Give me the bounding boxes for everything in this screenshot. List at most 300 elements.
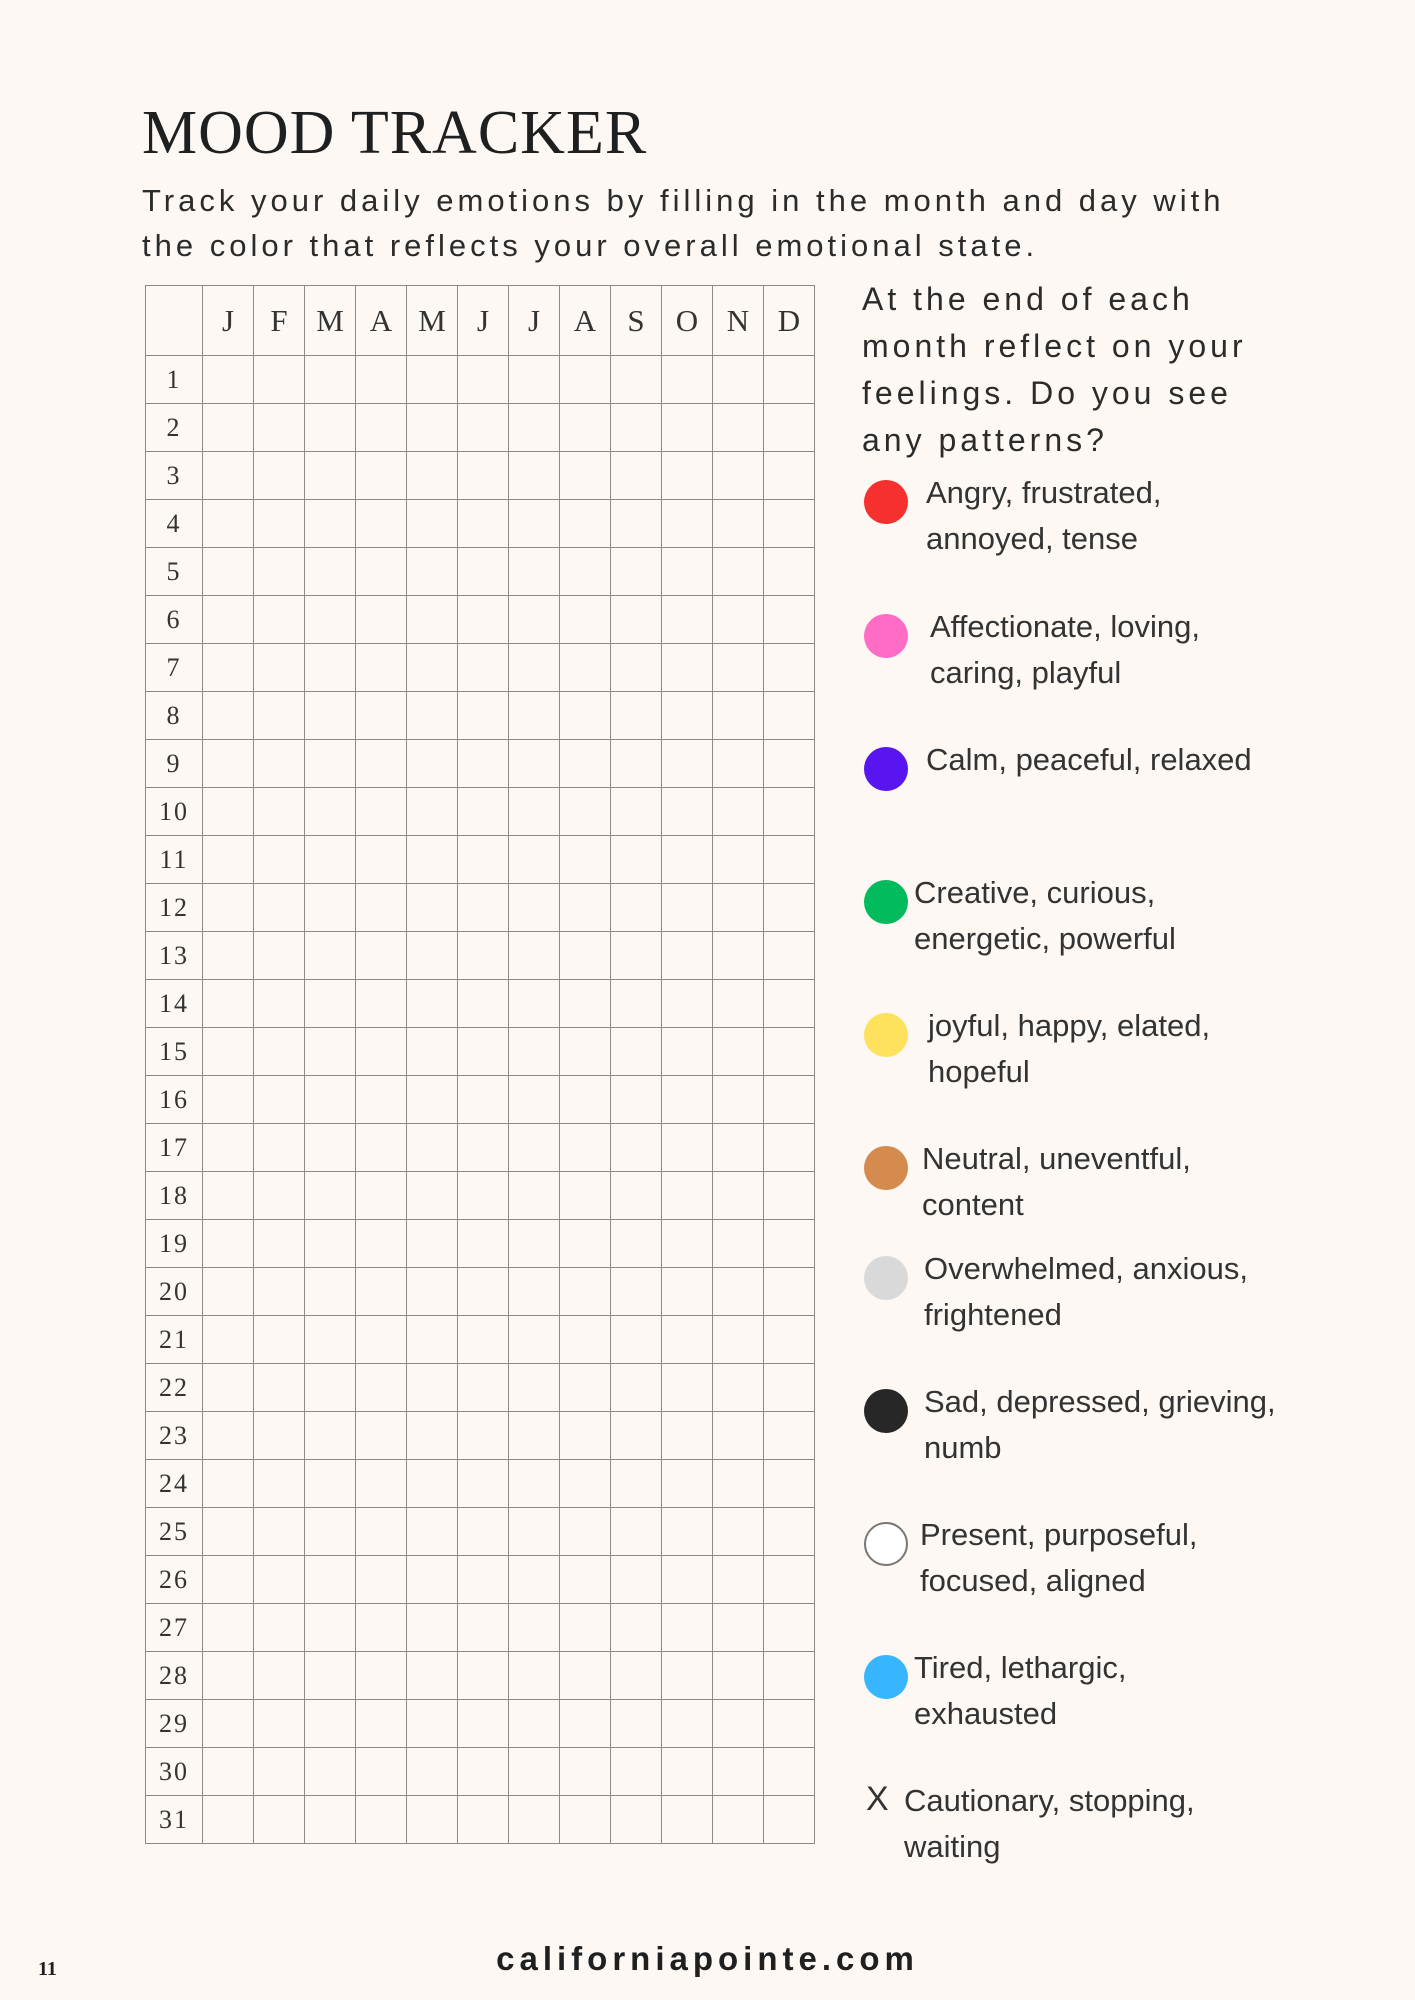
- black-circle-icon: [864, 1389, 908, 1433]
- mood-cell: [764, 980, 815, 1028]
- mood-cell: [305, 884, 356, 932]
- mood-cell: [407, 644, 458, 692]
- day-row: [146, 980, 815, 1028]
- mood-cell: [509, 644, 560, 692]
- mood-cell: [662, 1412, 713, 1460]
- mood-cell: [713, 884, 764, 932]
- mood-cell: [764, 1172, 815, 1220]
- mood-cell: [356, 1460, 407, 1508]
- mood-cell: [611, 1172, 662, 1220]
- mood-cell: [458, 1316, 509, 1364]
- mood-cell: [509, 836, 560, 884]
- mood-cell: [509, 1028, 560, 1076]
- mood-cell: [254, 1700, 305, 1748]
- blue-circle-icon: [864, 1655, 908, 1699]
- mood-cell: [407, 1412, 458, 1460]
- mood-cell: [611, 1412, 662, 1460]
- mood-cell: [560, 932, 611, 980]
- mood-cell: [356, 500, 407, 548]
- day-label: 7: [146, 644, 203, 692]
- mood-cell: [254, 788, 305, 836]
- mood-cell: [356, 1028, 407, 1076]
- mood-cell: [305, 1796, 356, 1844]
- purple-circle-icon: [864, 747, 908, 791]
- mood-cell: [356, 1748, 407, 1796]
- mood-cell: [662, 644, 713, 692]
- mood-cell: [560, 500, 611, 548]
- mood-cell: [713, 1652, 764, 1700]
- day-label: 30: [146, 1748, 203, 1796]
- mood-cell: [407, 1508, 458, 1556]
- legend-label: Creative, curious, energetic, powerful: [914, 875, 1176, 956]
- day-label: 5: [146, 548, 203, 596]
- mood-cell: [203, 1652, 254, 1700]
- legend-label: Angry, frustrated, annoyed, tense: [926, 475, 1162, 556]
- month-header: J: [509, 286, 560, 356]
- mood-cell: [509, 740, 560, 788]
- mood-cell: [356, 1796, 407, 1844]
- mood-cell: [560, 836, 611, 884]
- mood-cell: [407, 692, 458, 740]
- mood-cell: [356, 596, 407, 644]
- mood-cell: [764, 1076, 815, 1124]
- mood-cell: [407, 1700, 458, 1748]
- mood-cell: [611, 1508, 662, 1556]
- mood-cell: [203, 1076, 254, 1124]
- x-mark-icon: X: [866, 1780, 889, 1818]
- mood-cell: [254, 1412, 305, 1460]
- legend-label: Calm, peaceful, relaxed: [926, 742, 1252, 777]
- day-label: 13: [146, 932, 203, 980]
- mood-cell: [713, 1508, 764, 1556]
- legend-label: Overwhelmed, anxious, frightened: [924, 1251, 1248, 1332]
- day-row: [146, 788, 815, 836]
- mood-cell: [560, 1076, 611, 1124]
- mood-cell: [458, 500, 509, 548]
- mood-cell: [305, 644, 356, 692]
- mood-cell: [356, 1556, 407, 1604]
- mood-cell: [560, 452, 611, 500]
- mood-cell: [662, 1652, 713, 1700]
- mood-cell: [407, 1556, 458, 1604]
- mood-cell: [356, 1316, 407, 1364]
- mood-cell: [458, 404, 509, 452]
- mood-cell: [407, 932, 458, 980]
- day-row: [146, 1076, 815, 1124]
- mood-cell: [713, 836, 764, 884]
- mood-cell: [509, 1172, 560, 1220]
- mood-cell: [356, 1364, 407, 1412]
- mood-cell: [407, 788, 458, 836]
- day-row: [146, 1604, 815, 1652]
- mood-cell: [305, 1460, 356, 1508]
- mood-cell: [560, 980, 611, 1028]
- day-label: 15: [146, 1028, 203, 1076]
- mood-cell: [458, 1460, 509, 1508]
- mood-grid: [145, 285, 815, 1844]
- mood-cell: [305, 548, 356, 596]
- mood-cell: [458, 1076, 509, 1124]
- mood-cell: [764, 1460, 815, 1508]
- mood-cell: [203, 980, 254, 1028]
- mood-cell: [713, 1748, 764, 1796]
- day-label: 10: [146, 788, 203, 836]
- day-row: [146, 884, 815, 932]
- mood-cell: [560, 1604, 611, 1652]
- mood-cell: [305, 1124, 356, 1172]
- month-header: J: [203, 286, 254, 356]
- corner-cell: [146, 286, 203, 356]
- mood-cell: [203, 692, 254, 740]
- day-label: 27: [146, 1604, 203, 1652]
- month-header: O: [662, 286, 713, 356]
- mood-cell: [203, 548, 254, 596]
- mood-cell: [713, 740, 764, 788]
- mood-cell: [611, 452, 662, 500]
- mood-cell: [611, 884, 662, 932]
- mood-cell: [662, 740, 713, 788]
- day-label: 11: [146, 836, 203, 884]
- mood-cell: [254, 1460, 305, 1508]
- pink-circle-icon: [864, 614, 908, 658]
- page-number: 11: [38, 1958, 57, 1980]
- day-label: 23: [146, 1412, 203, 1460]
- mood-cell: [356, 1172, 407, 1220]
- mood-cell: [305, 1748, 356, 1796]
- mood-cell: [458, 1172, 509, 1220]
- mood-cell: [407, 404, 458, 452]
- mood-cell: [662, 788, 713, 836]
- mood-cell: [560, 1796, 611, 1844]
- mood-cell: [509, 1124, 560, 1172]
- green-circle-icon: [864, 880, 908, 924]
- mood-cell: [305, 356, 356, 404]
- mood-cell: [203, 1316, 254, 1364]
- mood-cell: [764, 596, 815, 644]
- mood-cell: [407, 596, 458, 644]
- mood-cell: [203, 1796, 254, 1844]
- mood-cell: [203, 1268, 254, 1316]
- mood-cell: [356, 932, 407, 980]
- mood-cell: [509, 1076, 560, 1124]
- day-row: [146, 1412, 815, 1460]
- mood-cell: [662, 1556, 713, 1604]
- mood-cell: [713, 1412, 764, 1460]
- mood-cell: [662, 932, 713, 980]
- day-row: [146, 1028, 815, 1076]
- month-header: M: [305, 286, 356, 356]
- mood-cell: [458, 1220, 509, 1268]
- day-row: [146, 644, 815, 692]
- mood-cell: [356, 356, 407, 404]
- mood-cell: [560, 1556, 611, 1604]
- mood-cell: [713, 692, 764, 740]
- mood-cell: [713, 1460, 764, 1508]
- mood-cell: [662, 548, 713, 596]
- mood-cell: [713, 404, 764, 452]
- mood-cell: [713, 1700, 764, 1748]
- mood-cell: [611, 1028, 662, 1076]
- mood-cell: [458, 884, 509, 932]
- mood-cell: [713, 1220, 764, 1268]
- mood-cell: [458, 1124, 509, 1172]
- mood-cell: [254, 1556, 305, 1604]
- mood-cell: [611, 1364, 662, 1412]
- day-label: 20: [146, 1268, 203, 1316]
- mood-cell: [203, 1412, 254, 1460]
- mood-cell: [560, 1508, 611, 1556]
- day-row: [146, 596, 815, 644]
- mood-cell: [509, 692, 560, 740]
- mood-cell: [203, 1604, 254, 1652]
- mood-cell: [662, 1796, 713, 1844]
- mood-cell: [713, 548, 764, 596]
- mood-cell: [458, 932, 509, 980]
- mood-cell: [407, 1172, 458, 1220]
- mood-cell: [254, 1124, 305, 1172]
- day-label: 17: [146, 1124, 203, 1172]
- mood-cell: [356, 1604, 407, 1652]
- mood-cell: [458, 1604, 509, 1652]
- mood-cell: [509, 500, 560, 548]
- mood-cell: [254, 884, 305, 932]
- mood-cell: [509, 1508, 560, 1556]
- mood-cell: [713, 980, 764, 1028]
- mood-cell: [305, 1316, 356, 1364]
- mood-cell: [356, 692, 407, 740]
- mood-cell: [407, 1796, 458, 1844]
- mood-cell: [458, 1508, 509, 1556]
- mood-cell: [203, 1700, 254, 1748]
- mood-cell: [764, 404, 815, 452]
- mood-cell: [764, 1700, 815, 1748]
- day-row: [146, 740, 815, 788]
- mood-cell: [203, 356, 254, 404]
- mood-cell: [509, 884, 560, 932]
- mood-cell: [560, 1028, 611, 1076]
- page-title: MOOD TRACKER: [142, 99, 648, 167]
- mood-cell: [254, 980, 305, 1028]
- legend-label: joyful, happy, elated, hopeful: [928, 1008, 1211, 1089]
- mood-cell: [509, 452, 560, 500]
- mood-cell: [305, 1508, 356, 1556]
- day-label: 2: [146, 404, 203, 452]
- mood-cell: [305, 1604, 356, 1652]
- month-header: A: [560, 286, 611, 356]
- mood-cell: [305, 1220, 356, 1268]
- mood-cell: [458, 1412, 509, 1460]
- mood-cell: [560, 356, 611, 404]
- mood-cell: [611, 1700, 662, 1748]
- mood-cell: [509, 1700, 560, 1748]
- mood-cell: [254, 404, 305, 452]
- mood-cell: [407, 1124, 458, 1172]
- mood-cell: [305, 1412, 356, 1460]
- mood-cell: [509, 356, 560, 404]
- mood-cell: [305, 404, 356, 452]
- yellow-circle-icon: [864, 1013, 908, 1057]
- mood-cell: [611, 836, 662, 884]
- mood-cell: [203, 452, 254, 500]
- mood-cell: [305, 452, 356, 500]
- mood-cell: [356, 644, 407, 692]
- mood-cell: [458, 1268, 509, 1316]
- mood-cell: [356, 452, 407, 500]
- mood-cell: [254, 1508, 305, 1556]
- mood-cell: [662, 404, 713, 452]
- day-label: 22: [146, 1364, 203, 1412]
- mood-cell: [305, 1268, 356, 1316]
- mood-cell: [254, 1796, 305, 1844]
- mood-cell: [509, 1748, 560, 1796]
- mood-cell: [560, 1268, 611, 1316]
- mood-cell: [254, 740, 305, 788]
- mood-cell: [254, 1268, 305, 1316]
- mood-cell: [713, 596, 764, 644]
- mood-cell: [611, 644, 662, 692]
- mood-cell: [407, 1028, 458, 1076]
- mood-cell: [713, 932, 764, 980]
- mood-cell: [305, 740, 356, 788]
- mood-cell: [611, 788, 662, 836]
- mood-cell: [713, 1604, 764, 1652]
- mood-cell: [764, 1796, 815, 1844]
- mood-cell: [203, 1364, 254, 1412]
- mood-cell: [560, 1652, 611, 1700]
- day-label: 4: [146, 500, 203, 548]
- mood-cell: [305, 1172, 356, 1220]
- mood-cell: [662, 1076, 713, 1124]
- mood-cell: [662, 452, 713, 500]
- mood-cell: [254, 1076, 305, 1124]
- legend-label: Cautionary, stopping, waiting: [904, 1783, 1195, 1864]
- day-row: [146, 1220, 815, 1268]
- mood-cell: [305, 932, 356, 980]
- mood-cell: [254, 692, 305, 740]
- mood-cell: [662, 1316, 713, 1364]
- mood-cell: [356, 1652, 407, 1700]
- mood-cell: [713, 1028, 764, 1076]
- mood-cell: [458, 356, 509, 404]
- mood-cell: [611, 356, 662, 404]
- mood-cell: [458, 1748, 509, 1796]
- day-label: 25: [146, 1508, 203, 1556]
- mood-cell: [458, 788, 509, 836]
- mood-cell: [611, 1796, 662, 1844]
- mood-cell: [560, 692, 611, 740]
- mood-cell: [254, 836, 305, 884]
- mood-cell: [713, 1316, 764, 1364]
- mood-cell: [764, 1412, 815, 1460]
- mood-cell: [356, 1124, 407, 1172]
- mood-cell: [254, 500, 305, 548]
- mood-cell: [611, 1556, 662, 1604]
- reflection-prompt: At the end of each month reflect on your feelings. Do you see any patterns?: [862, 281, 1247, 458]
- mood-cell: [611, 1076, 662, 1124]
- mood-cell: [764, 500, 815, 548]
- mood-cell: [254, 1220, 305, 1268]
- mood-cell: [356, 1076, 407, 1124]
- mood-cell: [458, 1796, 509, 1844]
- month-header: S: [611, 286, 662, 356]
- mood-cell: [764, 452, 815, 500]
- mood-cell: [560, 596, 611, 644]
- mood-cell: [305, 1652, 356, 1700]
- mood-cell: [458, 1028, 509, 1076]
- mood-cell: [407, 1268, 458, 1316]
- mood-cell: [407, 548, 458, 596]
- mood-cell: [356, 404, 407, 452]
- mood-cell: [764, 356, 815, 404]
- mood-cell: [662, 1364, 713, 1412]
- mood-cell: [713, 1268, 764, 1316]
- mood-cell: [713, 1796, 764, 1844]
- day-row: [146, 932, 815, 980]
- mood-cell: [662, 980, 713, 1028]
- mood-cell: [407, 1220, 458, 1268]
- mood-cell: [662, 1508, 713, 1556]
- day-row: [146, 1268, 815, 1316]
- day-row: [146, 1124, 815, 1172]
- mood-cell: [356, 1700, 407, 1748]
- mood-cell: [662, 1748, 713, 1796]
- mood-cell: [305, 500, 356, 548]
- mood-cell: [203, 1220, 254, 1268]
- day-row: [146, 1460, 815, 1508]
- mood-cell: [611, 1652, 662, 1700]
- mood-cell: [509, 1556, 560, 1604]
- mood-cell: [713, 1364, 764, 1412]
- mood-cell: [764, 1268, 815, 1316]
- day-row: [146, 836, 815, 884]
- mood-cell: [662, 884, 713, 932]
- mood-cell: [764, 1556, 815, 1604]
- mood-cell: [560, 1412, 611, 1460]
- month-header-row: [146, 286, 815, 356]
- mood-cell: [611, 1316, 662, 1364]
- mood-cell: [203, 1460, 254, 1508]
- day-label: 1: [146, 356, 203, 404]
- day-row: [146, 404, 815, 452]
- mood-cell: [713, 1076, 764, 1124]
- mood-cell: [509, 1796, 560, 1844]
- mood-cell: [458, 596, 509, 644]
- mood-cell: [254, 596, 305, 644]
- mood-cell: [662, 1700, 713, 1748]
- legend-label: Present, purposeful, focused, aligned: [920, 1517, 1198, 1598]
- mood-cell: [356, 1220, 407, 1268]
- mood-cell: [458, 1652, 509, 1700]
- mood-cell: [458, 548, 509, 596]
- mood-cell: [254, 452, 305, 500]
- mood-cell: [203, 1124, 254, 1172]
- month-header: J: [458, 286, 509, 356]
- mood-cell: [764, 1652, 815, 1700]
- mood-cell: [509, 980, 560, 1028]
- mood-cell: [407, 356, 458, 404]
- mood-cell: [407, 452, 458, 500]
- mood-cell: [305, 1364, 356, 1412]
- month-header: F: [254, 286, 305, 356]
- mood-cell: [560, 1124, 611, 1172]
- mood-cell: [662, 1028, 713, 1076]
- mood-cell: [662, 356, 713, 404]
- mood-cell: [458, 692, 509, 740]
- mood-cell: [458, 1364, 509, 1412]
- mood-cell: [662, 1604, 713, 1652]
- mood-cell: [203, 500, 254, 548]
- mood-cell: [764, 1364, 815, 1412]
